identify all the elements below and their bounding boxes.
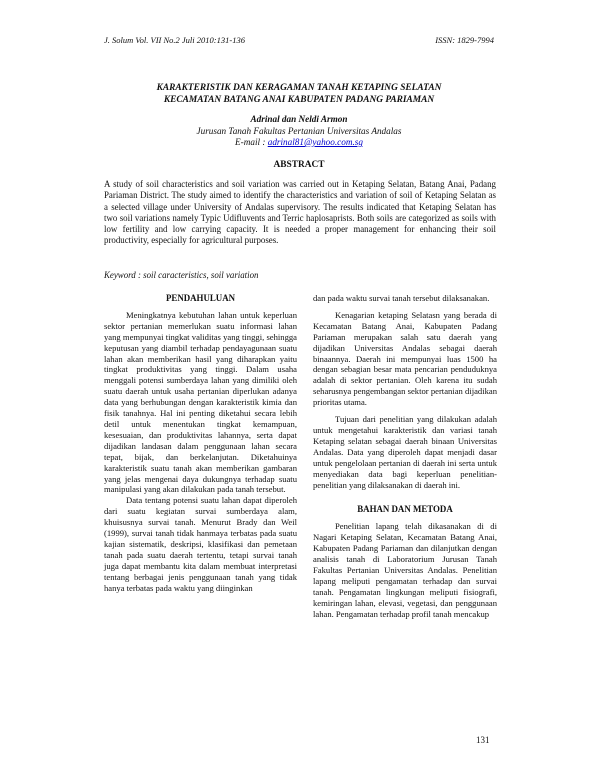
email-link[interactable]: adrinal81@yahoo.com.sg [267, 137, 363, 147]
paragraph: Kenagarian ketaping Selatasn yang berada di Kecamatan Batang Anai, Kabupaten Padang Pariaman merupakan salah satu daerah yang dijadikan Universitas Andalas sebagai daerah binaannya. Daerah ini mempunyai luas 1500 ha dengan sebagian besar mata pencarian penduduknya adalah di sektor pertanian. Oleh karena itu sudah seharusnya pengembangan sektor pertanian dijadikan prioritas utama. [313, 309, 497, 408]
author-block [104, 114, 494, 149]
paragraph: dan pada waktu survai tanah tersebut dilaksanakan. [313, 293, 490, 303]
abstract-heading: ABSTRACT [273, 160, 325, 170]
author-affiliation: Jurusan Tanah Fakultas Pertanian Universitas Andalas [196, 125, 402, 136]
page-number: 131 [476, 735, 490, 745]
paragraph: Tujuan dari penelitian yang dilakukan adalah untuk mengetahui karakteristik dan variasi tanah Ketaping selatan sebagai daerah binaan Universitas Andalas. Data yang diperoleh dapat menjadi dasar untuk pengelolaan pertanian di daerah ini serta untuk menyediakan data bagi keperluan penelitian-penelitian yang dilaksanakan di daerah ini. [313, 414, 497, 490]
section-heading-pendahuluan: PENDAHULUAN [165, 293, 236, 303]
title-line-1: KARAKTERISTIK DAN KERAGAMAN TANAH KETAPING SELATAN [156, 83, 442, 93]
author-names: Adrinal dan Neldi Armon [250, 114, 348, 124]
paragraph: Penelitian lapang telah dikasanakan di di Nagari Ketaping Selatan, Kecamatan Batang Anai, Kabupaten Padang Pariaman dan dilanjutkan dengan analisis tanah di Laboratorium Jurusan Tanah Fakultas Pertanian Universitas Andalas. Penelitian lapang meliputi pengamatan terhadap dan survai tanah. Pengamatan lingkungan meliputi fisiografi, kemiringan lahan, elevasi, vegetasi, dan penggunaan lahan. Pengamatan terhadap profil tanah mencakup [313, 521, 497, 619]
keyword-line [104, 270, 494, 280]
title-line-2: KECAMATAN BATANG ANAI KABUPATEN PADANG PARIAMAN [163, 95, 435, 105]
paragraph: Meningkatnya kebutuhan lahan untuk keperluan sektor pertanian memerlukan suatu informasi lahan yang mempunyai tingkat validitas yang tinggi, sehingga keputusan yang diambil terhadap pendayagunaan suatu lahan akan memberikan hasil yang diharapkan yaitu tingkat produktivitas yang tinggi. Dalam usaha menggali potensi sumberdaya lahan yang dimiliki oleh suatu daerah untuk usaha pertanian diperlukan adanya data yang berhubungan dengan karakteristik kimia dan fisik tanahnya. Hal ini penting diketahui secara lebih detil untuk menentukan tingkat kemampuan, kesesuaian, dan produktivitas lahannya, serta dapat dijadikan landasan dalam penggunaan lahan secara tepat, bijak, dan berkelanjutan. Diketahuinya karakteristik suatu tanah akan memberikan gambaran yang jelas mengenai daya dukungnya terhadap suatu manipulasi yang akan dilakukan pada tanah tersebut. [104, 309, 297, 495]
left-column [104, 293, 297, 593]
keyword-text: : soil caracteristics, soil variation [135, 270, 259, 280]
email-label: E-mail : [235, 137, 268, 147]
section-heading-bahan-dan-metoda: BAHAN DAN METODA [357, 504, 453, 515]
issn: ISSN: 1829-7994 [435, 35, 494, 45]
author-email-line [104, 137, 494, 149]
right-column [313, 293, 497, 619]
paragraph: Data tentang potensi suatu lahan dapat diperoleh dari suatu kegiatan survai sumberdaya alam, khuisusnya survai tanah. Menurut Brady dan Weil (1999), survai tanah tidak hanmaya terbatas pada suatu kajian sistematik, deskripsi, klasifikasi dan pemetaan tanah pada suatu daerah tertentu, tetapi survai tanah juga dapat membantu kita dalam membuat interpretasi tentang berbagai jenis penggunaan tanah yang tidak hanya terbatas pada waktu yang diinginkan [104, 495, 297, 593]
abstract-text: A study of soil characteristics and soil variation was carried out in Ketaping Selatan, Batang Anai, Padang Pariaman District. The study aimed to identify the characteristics and variation of soil of Ketaping Selatan as a selected village under University of Andalas supervisory. The results indicated that Ketaping Selatan has two soil variations namely Typic Udifluvents and Terric haplosaprists. Both soils are categorized as soils with low fertility and low carrying capacity. It is needed a proper management for enhancing their soil productivity, especially for agricultural purposes. [104, 179, 496, 246]
journal-citation: J. Solum Vol. VII No.2 Juli 2010:131-136 [104, 35, 245, 45]
keyword-label: Keyword [104, 270, 136, 280]
paper-title [104, 82, 494, 106]
